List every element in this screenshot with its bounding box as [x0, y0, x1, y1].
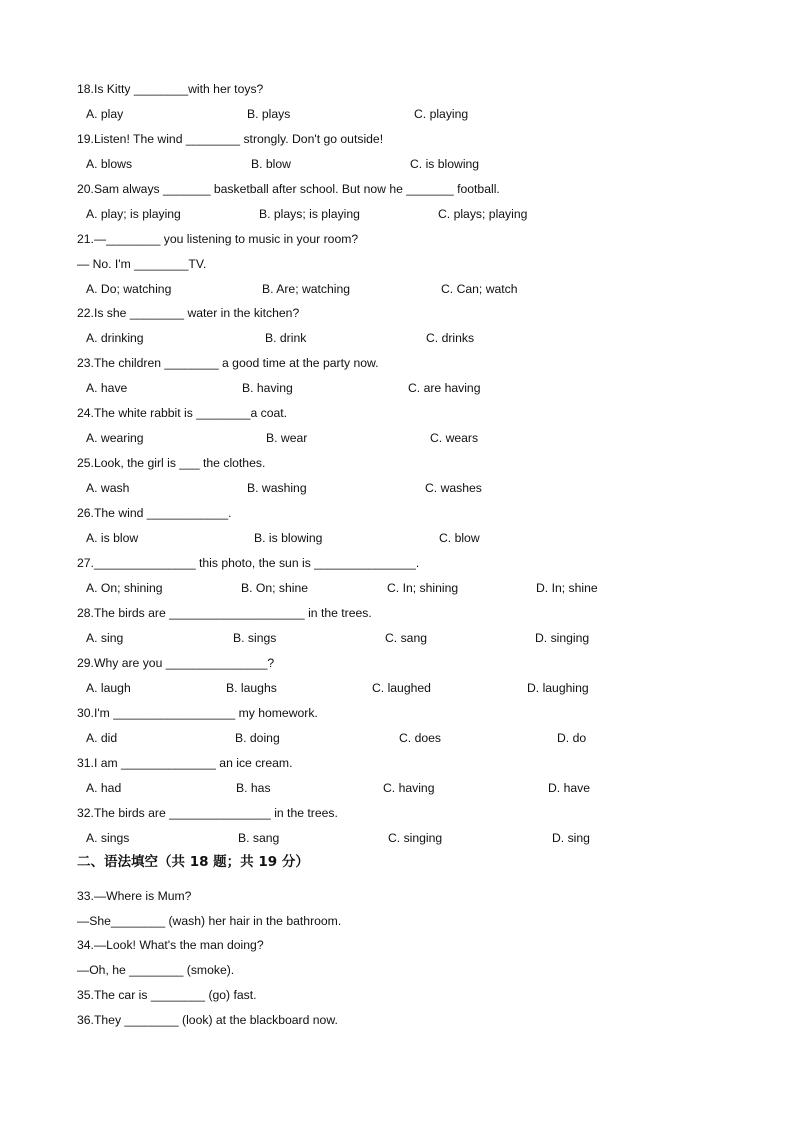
q27-option-b: B. On; shine: [241, 581, 309, 595]
question-27: 27._______________ this photo, the sun is _______________.: [77, 556, 420, 570]
q27-option-d: D. In; shine: [536, 581, 598, 595]
q24-option-c: C. wears: [430, 431, 479, 445]
q23-option-a: A. have: [86, 381, 128, 395]
q32-option-a: A. sings: [86, 831, 130, 845]
q31-option-a: A. had: [86, 781, 122, 795]
question-18: 18.Is Kitty ________with her toys?: [77, 82, 264, 96]
q25-option-c: C. washes: [425, 481, 482, 495]
question-19: 19.Listen! The wind ________ strongly. Don't go outside!: [77, 132, 384, 146]
q27-option-c: C. In; shining: [387, 581, 459, 595]
question-23: 23.The children ________ a good time at the party now.: [77, 356, 379, 370]
q26-option-a: A. is blow: [86, 531, 139, 545]
q22-option-a: A. drinking: [86, 331, 144, 345]
q29-option-b: B. laughs: [226, 681, 277, 695]
question-31: 31.I am ______________ an ice cream.: [77, 756, 293, 770]
q30-option-a: A. did: [86, 731, 118, 745]
q24-option-b: B. wear: [266, 431, 308, 445]
question-33: 33.—Where is Mum?: [77, 889, 192, 903]
q24-option-a: A. wearing: [86, 431, 144, 445]
q18-option-a: A. play: [86, 107, 124, 121]
question-22: 22.Is she ________ water in the kitchen?: [77, 306, 300, 320]
question-34: 34.—Look! What's the man doing?: [77, 938, 264, 952]
question-30: 30.I'm __________________ my homework.: [77, 706, 318, 720]
q31-option-c: C. having: [383, 781, 435, 795]
q23-option-c: C. are having: [408, 381, 481, 395]
question-28: 28.The birds are ____________________ in the trees.: [77, 606, 372, 620]
q27-option-a: A. On; shining: [86, 581, 163, 595]
q32-option-b: B. sang: [238, 831, 280, 845]
q31-option-d: D. have: [548, 781, 591, 795]
q18-option-c: C. playing: [414, 107, 469, 121]
q29-option-c: C. laughed: [372, 681, 431, 695]
question-20: 20.Sam always _______ basketball after school. But now he _______ football.: [77, 182, 500, 196]
question-34-reply: —Oh, he ________ (smoke).: [77, 963, 235, 977]
q25-option-b: B. washing: [247, 481, 307, 495]
q29-option-d: D. laughing: [527, 681, 589, 695]
q32-option-d: D. sing: [552, 831, 590, 845]
q30-option-b: B. doing: [235, 731, 280, 745]
q19-option-a: A. blows: [86, 157, 133, 171]
question-25: 25.Look, the girl is ___ the clothes.: [77, 456, 266, 470]
question-35: 35.The car is ________ (go) fast.: [77, 988, 257, 1002]
q30-option-c: C. does: [399, 731, 442, 745]
q26-option-c: C. blow: [439, 531, 480, 545]
question-36: 36.They ________ (look) at the blackboard now.: [77, 1013, 338, 1027]
q28-option-d: D. singing: [535, 631, 590, 645]
q32-option-c: C. singing: [388, 831, 443, 845]
question-21: 21.—________ you listening to music in your room?: [77, 232, 359, 246]
q20-option-b: B. plays; is playing: [259, 207, 360, 221]
q20-option-a: A. play; is playing: [86, 207, 181, 221]
q21-option-b: B. Are; watching: [262, 282, 351, 296]
q21-option-a: A. Do; watching: [86, 282, 172, 296]
question-26: 26.The wind ____________.: [77, 506, 232, 520]
q18-option-b: B. plays: [247, 107, 291, 121]
question-29: 29.Why are you _______________?: [77, 656, 275, 670]
q30-option-d: D. do: [557, 731, 587, 745]
q28-option-b: B. sings: [233, 631, 277, 645]
question-21-reply: — No. I'm ________TV.: [77, 257, 207, 271]
q26-option-b: B. is blowing: [254, 531, 323, 545]
q22-option-b: B. drink: [265, 331, 307, 345]
q19-option-c: C. is blowing: [410, 157, 480, 171]
q20-option-c: C. plays; playing: [438, 207, 528, 221]
q29-option-a: A. laugh: [86, 681, 131, 695]
question-24: 24.The white rabbit is ________a coat.: [77, 406, 288, 420]
section-heading: 二、语法填空（共 18 题；共 19 分）: [77, 854, 309, 870]
q23-option-b: B. having: [242, 381, 293, 395]
q28-option-a: A. sing: [86, 631, 124, 645]
q19-option-b: B. blow: [251, 157, 291, 171]
question-33-reply: —She________ (wash) her hair in the bathroom.: [77, 914, 342, 928]
question-32: 32.The birds are _______________ in the trees.: [77, 806, 338, 820]
q22-option-c: C. drinks: [426, 331, 475, 345]
q28-option-c: C. sang: [385, 631, 428, 645]
q31-option-b: B. has: [236, 781, 271, 795]
q25-option-a: A. wash: [86, 481, 130, 495]
q21-option-c: C. Can; watch: [441, 282, 518, 296]
